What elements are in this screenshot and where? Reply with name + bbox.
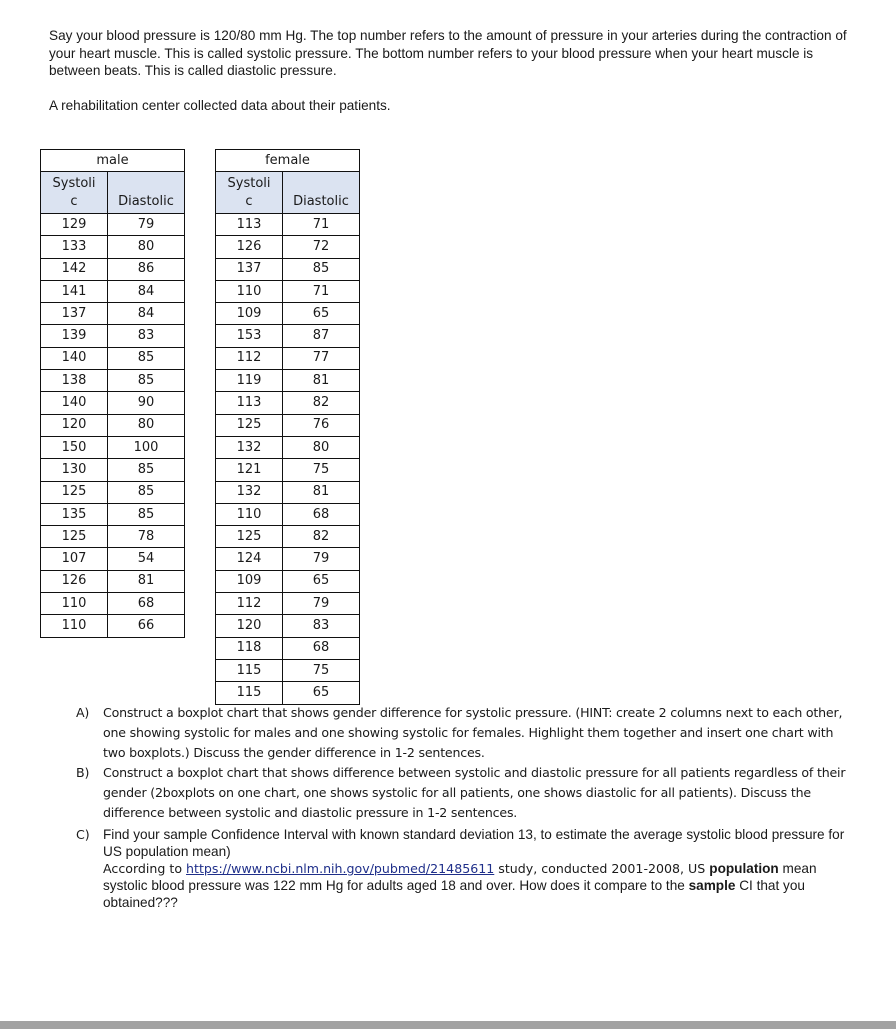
diastolic-cell: 85: [108, 481, 185, 503]
diastolic-cell: 87: [283, 325, 360, 347]
diastolic-cell: 81: [108, 570, 185, 592]
bottom-scroll-bar: [0, 1021, 896, 1029]
intro-text: [49, 27, 849, 131]
diastolic-cell: 79: [108, 214, 185, 236]
diastolic-cell: 82: [283, 392, 360, 414]
diastolic-cell: 68: [283, 637, 360, 659]
intro-paragraph-data-source: A rehabilitation center collected data about their patients.: [49, 97, 391, 113]
table-row: [41, 258, 185, 280]
systolic-cell: 137: [216, 258, 283, 280]
intro-paragraph-bp-definition: Say your blood pressure is 120/80 mm Hg. The top number refers to the amount of pressure in your arteries during the contraction of your heart muscle. This is called systolic pressure. The bottom number refers to your blood pressure when your heart muscle is between beats. This is called diastolic pressure.: [49, 28, 847, 78]
diastolic-cell: 82: [283, 526, 360, 548]
table-row: [216, 659, 360, 681]
table-row: [41, 325, 185, 347]
question-c-followup: [103, 860, 856, 911]
female-data-table: [215, 149, 360, 705]
diastolic-cell: 71: [283, 280, 360, 302]
table-row: [216, 682, 360, 704]
systolic-cell: 113: [216, 214, 283, 236]
diastolic-cell: 71: [283, 214, 360, 236]
systolic-cell: 109: [216, 303, 283, 325]
male-table-title: male: [41, 150, 185, 172]
table-row: [41, 503, 185, 525]
table-row: [216, 392, 360, 414]
systolic-cell: 132: [216, 481, 283, 503]
table-row: [216, 325, 360, 347]
systolic-cell: 150: [41, 436, 108, 458]
diastolic-cell: 65: [283, 570, 360, 592]
table-row: [41, 414, 185, 436]
diastolic-cell: 76: [283, 414, 360, 436]
question-c-text: Find your sample Confidence Interval with known standard deviation 13, to estimate the average systolic blood pressure for US population mean): [103, 827, 845, 859]
diastolic-cell: 79: [283, 548, 360, 570]
table-row: [216, 303, 360, 325]
systolic-cell: 140: [41, 392, 108, 414]
systolic-cell: 113: [216, 392, 283, 414]
female-systolic-header: Systoli c: [216, 172, 283, 214]
diastolic-cell: 84: [108, 280, 185, 302]
table-row: [216, 503, 360, 525]
question-a-text: Construct a boxplot chart that shows gender difference for systolic pressure. (HINT: create 2 columns next to each other, one showing systolic for males and one showing systolic for females. Highlight them together and insert one chart with two boxplots.) Discuss the gender difference in 1-2 sentences.: [103, 705, 843, 760]
systolic-cell: 124: [216, 548, 283, 570]
pubmed-study-link[interactable]: https://www.ncbi.nlm.nih.gov/pubmed/21485611: [186, 861, 495, 876]
question-b: [76, 763, 856, 823]
systolic-cell: 118: [216, 637, 283, 659]
table-row: [216, 214, 360, 236]
systolic-cell: 109: [216, 570, 283, 592]
table-row: [41, 280, 185, 302]
diastolic-cell: 81: [283, 370, 360, 392]
male-table-body: [41, 214, 185, 638]
table-row: [216, 459, 360, 481]
table-row: [41, 548, 185, 570]
table-row: [216, 414, 360, 436]
diastolic-cell: 68: [108, 593, 185, 615]
systolic-cell: 110: [216, 503, 283, 525]
study-description-text: study, conducted 2001-2008, US: [494, 861, 710, 876]
diastolic-cell: 86: [108, 258, 185, 280]
systolic-cell: 125: [41, 526, 108, 548]
ci-question-text: CI that you obtained???: [103, 878, 805, 910]
table-row: [41, 436, 185, 458]
table-row: [216, 548, 360, 570]
table-row: [41, 214, 185, 236]
table-row: [216, 258, 360, 280]
table-row: [41, 459, 185, 481]
table-row: [216, 637, 360, 659]
table-row: [41, 392, 185, 414]
diastolic-cell: 75: [283, 659, 360, 681]
systolic-cell: 132: [216, 436, 283, 458]
systolic-cell: 120: [216, 615, 283, 637]
systolic-cell: 121: [216, 459, 283, 481]
systolic-cell: 139: [41, 325, 108, 347]
diastolic-cell: 80: [108, 414, 185, 436]
systolic-cell: 125: [216, 414, 283, 436]
systolic-cell: 153: [216, 325, 283, 347]
systolic-cell: 110: [41, 593, 108, 615]
diastolic-cell: 72: [283, 236, 360, 258]
questions-list: [76, 703, 856, 911]
table-row: [41, 615, 185, 637]
table-row: [216, 615, 360, 637]
systolic-cell: 142: [41, 258, 108, 280]
diastolic-cell: 78: [108, 526, 185, 548]
table-row: [216, 593, 360, 615]
diastolic-cell: 80: [108, 236, 185, 258]
systolic-cell: 126: [41, 570, 108, 592]
systolic-cell: 115: [216, 682, 283, 704]
diastolic-cell: 66: [108, 615, 185, 637]
systolic-cell: 107: [41, 548, 108, 570]
table-row: [216, 526, 360, 548]
according-to-text: According to: [103, 861, 187, 876]
systolic-cell: 126: [216, 236, 283, 258]
systolic-cell: 110: [41, 615, 108, 637]
population-bold-text: population: [709, 861, 779, 876]
table-row: [216, 280, 360, 302]
question-b-label: B): [76, 765, 90, 780]
mean-statement-text: mean systolic blood pressure was 122 mm Hg for adults aged 18 and over. How does it compare to the: [103, 861, 817, 893]
systolic-cell: 135: [41, 503, 108, 525]
systolic-cell: 110: [216, 280, 283, 302]
systolic-cell: 133: [41, 236, 108, 258]
diastolic-cell: 77: [283, 347, 360, 369]
table-row: [41, 481, 185, 503]
systolic-cell: 120: [41, 414, 108, 436]
male-diastolic-header: Diastolic: [108, 172, 185, 214]
diastolic-cell: 85: [108, 347, 185, 369]
diastolic-cell: 85: [108, 503, 185, 525]
question-a: [76, 703, 856, 763]
systolic-cell: 125: [41, 481, 108, 503]
diastolic-cell: 54: [108, 548, 185, 570]
diastolic-cell: 80: [283, 436, 360, 458]
systolic-cell: 112: [216, 347, 283, 369]
female-diastolic-header: Diastolic: [283, 172, 360, 214]
table-row: [41, 303, 185, 325]
systolic-cell: 112: [216, 593, 283, 615]
female-table-body: [216, 214, 360, 705]
diastolic-cell: 81: [283, 481, 360, 503]
table-row: [216, 436, 360, 458]
male-data-table: [40, 149, 185, 638]
systolic-cell: 129: [41, 214, 108, 236]
systolic-cell: 130: [41, 459, 108, 481]
diastolic-cell: 83: [283, 615, 360, 637]
diastolic-cell: 65: [283, 303, 360, 325]
question-c-label: C): [76, 827, 90, 842]
diastolic-cell: 68: [283, 503, 360, 525]
female-table-title: female: [216, 150, 360, 172]
systolic-cell: 119: [216, 370, 283, 392]
question-a-label: A): [76, 705, 90, 720]
table-row: [216, 481, 360, 503]
sample-bold-text: sample: [688, 878, 736, 893]
question-b-text: Construct a boxplot chart that shows difference between systolic and diastolic pressure for all patients regardless of their gender (2boxplots on one chart, one shows systolic for all patients, one shows diastolic for all patients). Discuss the difference between systolic and diastolic pressure in 1-2 sentences.: [103, 765, 846, 820]
table-row: [216, 370, 360, 392]
diastolic-cell: 65: [283, 682, 360, 704]
diastolic-cell: 85: [108, 459, 185, 481]
table-row: [216, 570, 360, 592]
diastolic-cell: 100: [108, 436, 185, 458]
table-row: [41, 347, 185, 369]
table-row: [216, 347, 360, 369]
diastolic-cell: 75: [283, 459, 360, 481]
systolic-cell: 138: [41, 370, 108, 392]
table-row: [41, 370, 185, 392]
systolic-cell: 140: [41, 347, 108, 369]
diastolic-cell: 83: [108, 325, 185, 347]
diastolic-cell: 84: [108, 303, 185, 325]
table-row: [216, 236, 360, 258]
diastolic-cell: 85: [283, 258, 360, 280]
diastolic-cell: 90: [108, 392, 185, 414]
question-c: [76, 826, 856, 911]
table-row: [41, 570, 185, 592]
systolic-cell: 137: [41, 303, 108, 325]
systolic-cell: 115: [216, 659, 283, 681]
diastolic-cell: 85: [108, 370, 185, 392]
systolic-cell: 125: [216, 526, 283, 548]
systolic-cell: 141: [41, 280, 108, 302]
table-row: [41, 236, 185, 258]
table-row: [41, 593, 185, 615]
male-systolic-header: Systoli c: [41, 172, 108, 214]
table-row: [41, 526, 185, 548]
diastolic-cell: 79: [283, 593, 360, 615]
